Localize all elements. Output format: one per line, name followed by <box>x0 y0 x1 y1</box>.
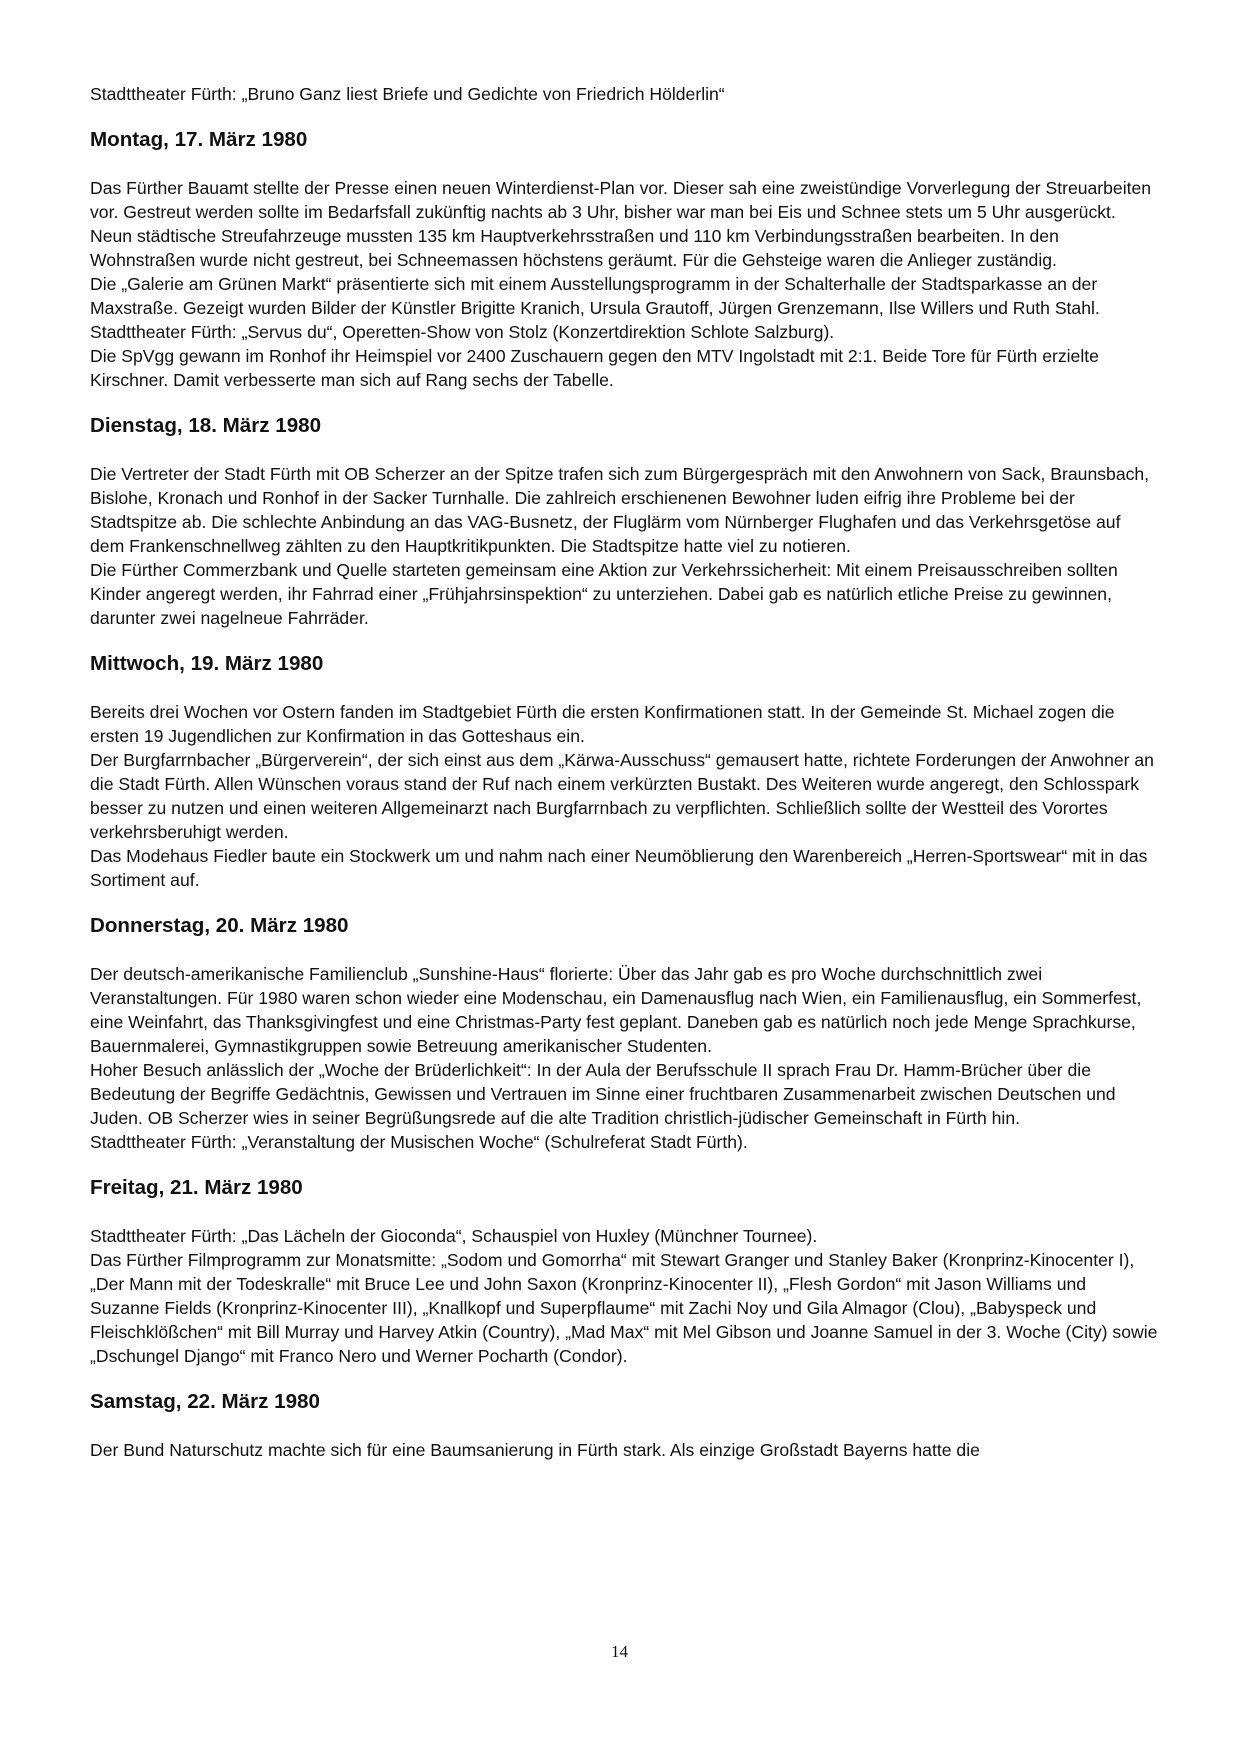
paragraph: Stadttheater Fürth: „Veranstaltung der Musischen Woche“ (Schulreferat Stadt Fürth). <box>90 1132 748 1152</box>
section-body-montag <box>90 176 1158 392</box>
section-heading-mittwoch: Mittwoch, 19. März 1980 <box>90 652 324 675</box>
section-body-donnerstag <box>90 962 1158 1154</box>
section-heading-dienstag: Dienstag, 18. März 1980 <box>90 414 322 437</box>
paragraph: Das Fürther Bauamt stellte der Presse einen neuen Winterdienst-Plan vor. Dieser sah eine zweistündige Vorverlegung der Streuarbeiten vor. Gestreut werden sollte im Bedarfsfall zukünftig nachts ab 3 Uhr, bisher war man bei Eis und Schnee stets um 5 Uhr ausgerückt. Neun städtische Streufahrzeuge mussten 135 km Hauptverkehrsstraßen und 110 km Verbindungsstraßen bearbeiten. In den Wohnstraßen wurde nicht gestreut, bei Schneemassen höchstens geräumt. Für die Gehsteige waren die Anlieger zuständig. <box>90 178 1152 270</box>
intro-text: Stadttheater Fürth: „Bruno Ganz liest Briefe und Gedichte von Friedrich Hölderlin“ <box>90 84 725 104</box>
section-heading-donnerstag: Donnerstag, 20. März 1980 <box>90 914 349 937</box>
section-heading-samstag: Samstag, 22. März 1980 <box>90 1390 320 1413</box>
paragraph: Der Burgfarrnbacher „Bürgerverein“, der sich einst aus dem „Kärwa-Ausschuss“ gemausert hatte, richtete Forderungen der Anwohner an die Stadt Fürth. Allen Wünschen voraus stand der Ruf nach einem verkürzten Bustakt. Des Weiteren wurde angeregt, den Schlosspark besser zu nutzen und einen weiteren Allgemeinarzt nach Burgfarrnbach zu verpflichten. Schließlich sollte der Westteil des Vorortes verkehrsberuhigt werden. <box>90 750 1154 842</box>
paragraph: Stadttheater Fürth: „Servus du“, Operetten-Show von Stolz (Konzertdirektion Schlote Salzburg). <box>90 322 835 342</box>
intro-block <box>90 82 1158 106</box>
document-page <box>90 82 1158 1462</box>
paragraph: Das Modehaus Fiedler baute ein Stockwerk um und nahm nach einer Neumöblierung den Warenbereich „Herren-Sportswear“ mit in das Sortiment auf. <box>90 846 1148 890</box>
section-body-samstag <box>90 1438 1158 1462</box>
paragraph: Die „Galerie am Grünen Markt“ präsentierte sich mit einem Ausstellungsprogramm in der Schalterhalle der Stadtsparkasse an der Maxstraße. Gezeigt wurden Bilder der Künstler Brigitte Kranich, Ursula Grautoff, Jürgen Grenzemann, Ilse Willers und Ruth Stahl. <box>90 274 1100 318</box>
section-heading-freitag: Freitag, 21. März 1980 <box>90 1176 303 1199</box>
section-heading-montag: Montag, 17. März 1980 <box>90 128 308 151</box>
section-body-dienstag <box>90 462 1158 630</box>
paragraph: Bereits drei Wochen vor Ostern fanden im Stadtgebiet Fürth die ersten Konfirmationen statt. In der Gemeinde St. Michael zogen die ersten 19 Jugendlichen zur Konfirmation in das Gotteshaus ein. <box>90 702 1115 746</box>
section-body-freitag <box>90 1224 1158 1368</box>
paragraph: Die Vertreter der Stadt Fürth mit OB Scherzer an der Spitze trafen sich zum Bürgergespräch mit den Anwohnern von Sack, Braunsbach, Bislohe, Kronach und Ronhof in der Sacker Turnhalle. Die zahlreich erschienenen Bewohner luden eifrig ihre Probleme bei der Stadtspitze ab. Die schlechte Anbindung an das VAG-Busnetz, der Fluglärm vom Nürnberger Flughafen und das Verkehrsgetöse auf dem Frankenschnellweg zählten zu den Hauptkritikpunkten. Die Stadtspitze hatte viel zu notieren. <box>90 464 1150 556</box>
paragraph: Die Fürther Commerzbank und Quelle starteten gemeinsam eine Aktion zur Verkehrssicherheit: Mit einem Preisausschreiben sollten Kinder angeregt werden, ihr Fahrrad einer „Frühjahrsinspektion“ zu unterziehen. Dabei gab es natürlich etliche Preise zu gewinnen, darunter zwei nagelneue Fahrräder. <box>90 560 1118 628</box>
paragraph: Der deutsch-amerikanische Familienclub „Sunshine-Haus“ florierte: Über das Jahr gab es pro Woche durchschnittlich zwei Veranstaltungen. Für 1980 waren schon wieder eine Modenschau, ein Damenausflug nach Wien, ein Familienausflug, ein Sommerfest, eine Weinfahrt, das Thanksgivingfest und eine Christmas-Party fest geplant. Daneben gab es natürlich noch jede Menge Sprachkurse, Bauernmalerei, Gymnastikgruppen sowie Betreuung amerikanischer Studenten. <box>90 964 1142 1056</box>
paragraph: Hoher Besuch anlässlich der „Woche der Brüderlichkeit“: In der Aula der Berufsschule II sprach Frau Dr. Hamm-Brücher über die Bedeutung der Begriffe Gedächtnis, Gewissen und Vertrauen im Sinne einer fruchtbaren Zusammenarbeit zwischen Deutschen und Juden. OB Scherzer wies in seiner Begrüßungsrede auf die alte Tradition christlich-jüdischer Gemeinschaft in Fürth hin. <box>90 1060 1116 1128</box>
page-number: 14 <box>611 1642 628 1661</box>
section-body-mittwoch <box>90 700 1158 892</box>
paragraph: Das Fürther Filmprogramm zur Monatsmitte: „Sodom und Gomorrha“ mit Stewart Granger und Stanley Baker (Kronprinz-Kinocenter I), „Der Mann mit der Todeskralle“ mit Bruce Lee und John Saxon (Kronprinz-Kinocenter II), „Flesh Gordon“ mit Jason Williams und Suzanne Fields (Kronprinz-Kinocenter III), „Knallkopf und Superpflaume“ mit Zachi Noy und Gila Almagor (Clou), „Babyspeck und Fleischklößchen“ mit Bill Murray und Harvey Atkin (Country), „Mad Max“ mit Mel Gibson und Joanne Samuel in der 3. Woche (City) sowie „Dschungel Django“ mit Franco Nero und Werner Pocharth (Condor). <box>90 1250 1158 1366</box>
paragraph: Der Bund Naturschutz machte sich für eine Baumsanierung in Fürth stark. Als einzige Großstadt Bayerns hatte die <box>90 1440 980 1460</box>
paragraph: Stadttheater Fürth: „Das Lächeln der Gioconda“, Schauspiel von Huxley (Münchner Tournee). <box>90 1226 818 1246</box>
paragraph: Die SpVgg gewann im Ronhof ihr Heimspiel vor 2400 Zuschauern gegen den MTV Ingolstadt mit 2:1. Beide Tore für Fürth erzielte Kirschner. Damit verbesserte man sich auf Rang sechs der Tabelle. <box>90 346 1099 390</box>
